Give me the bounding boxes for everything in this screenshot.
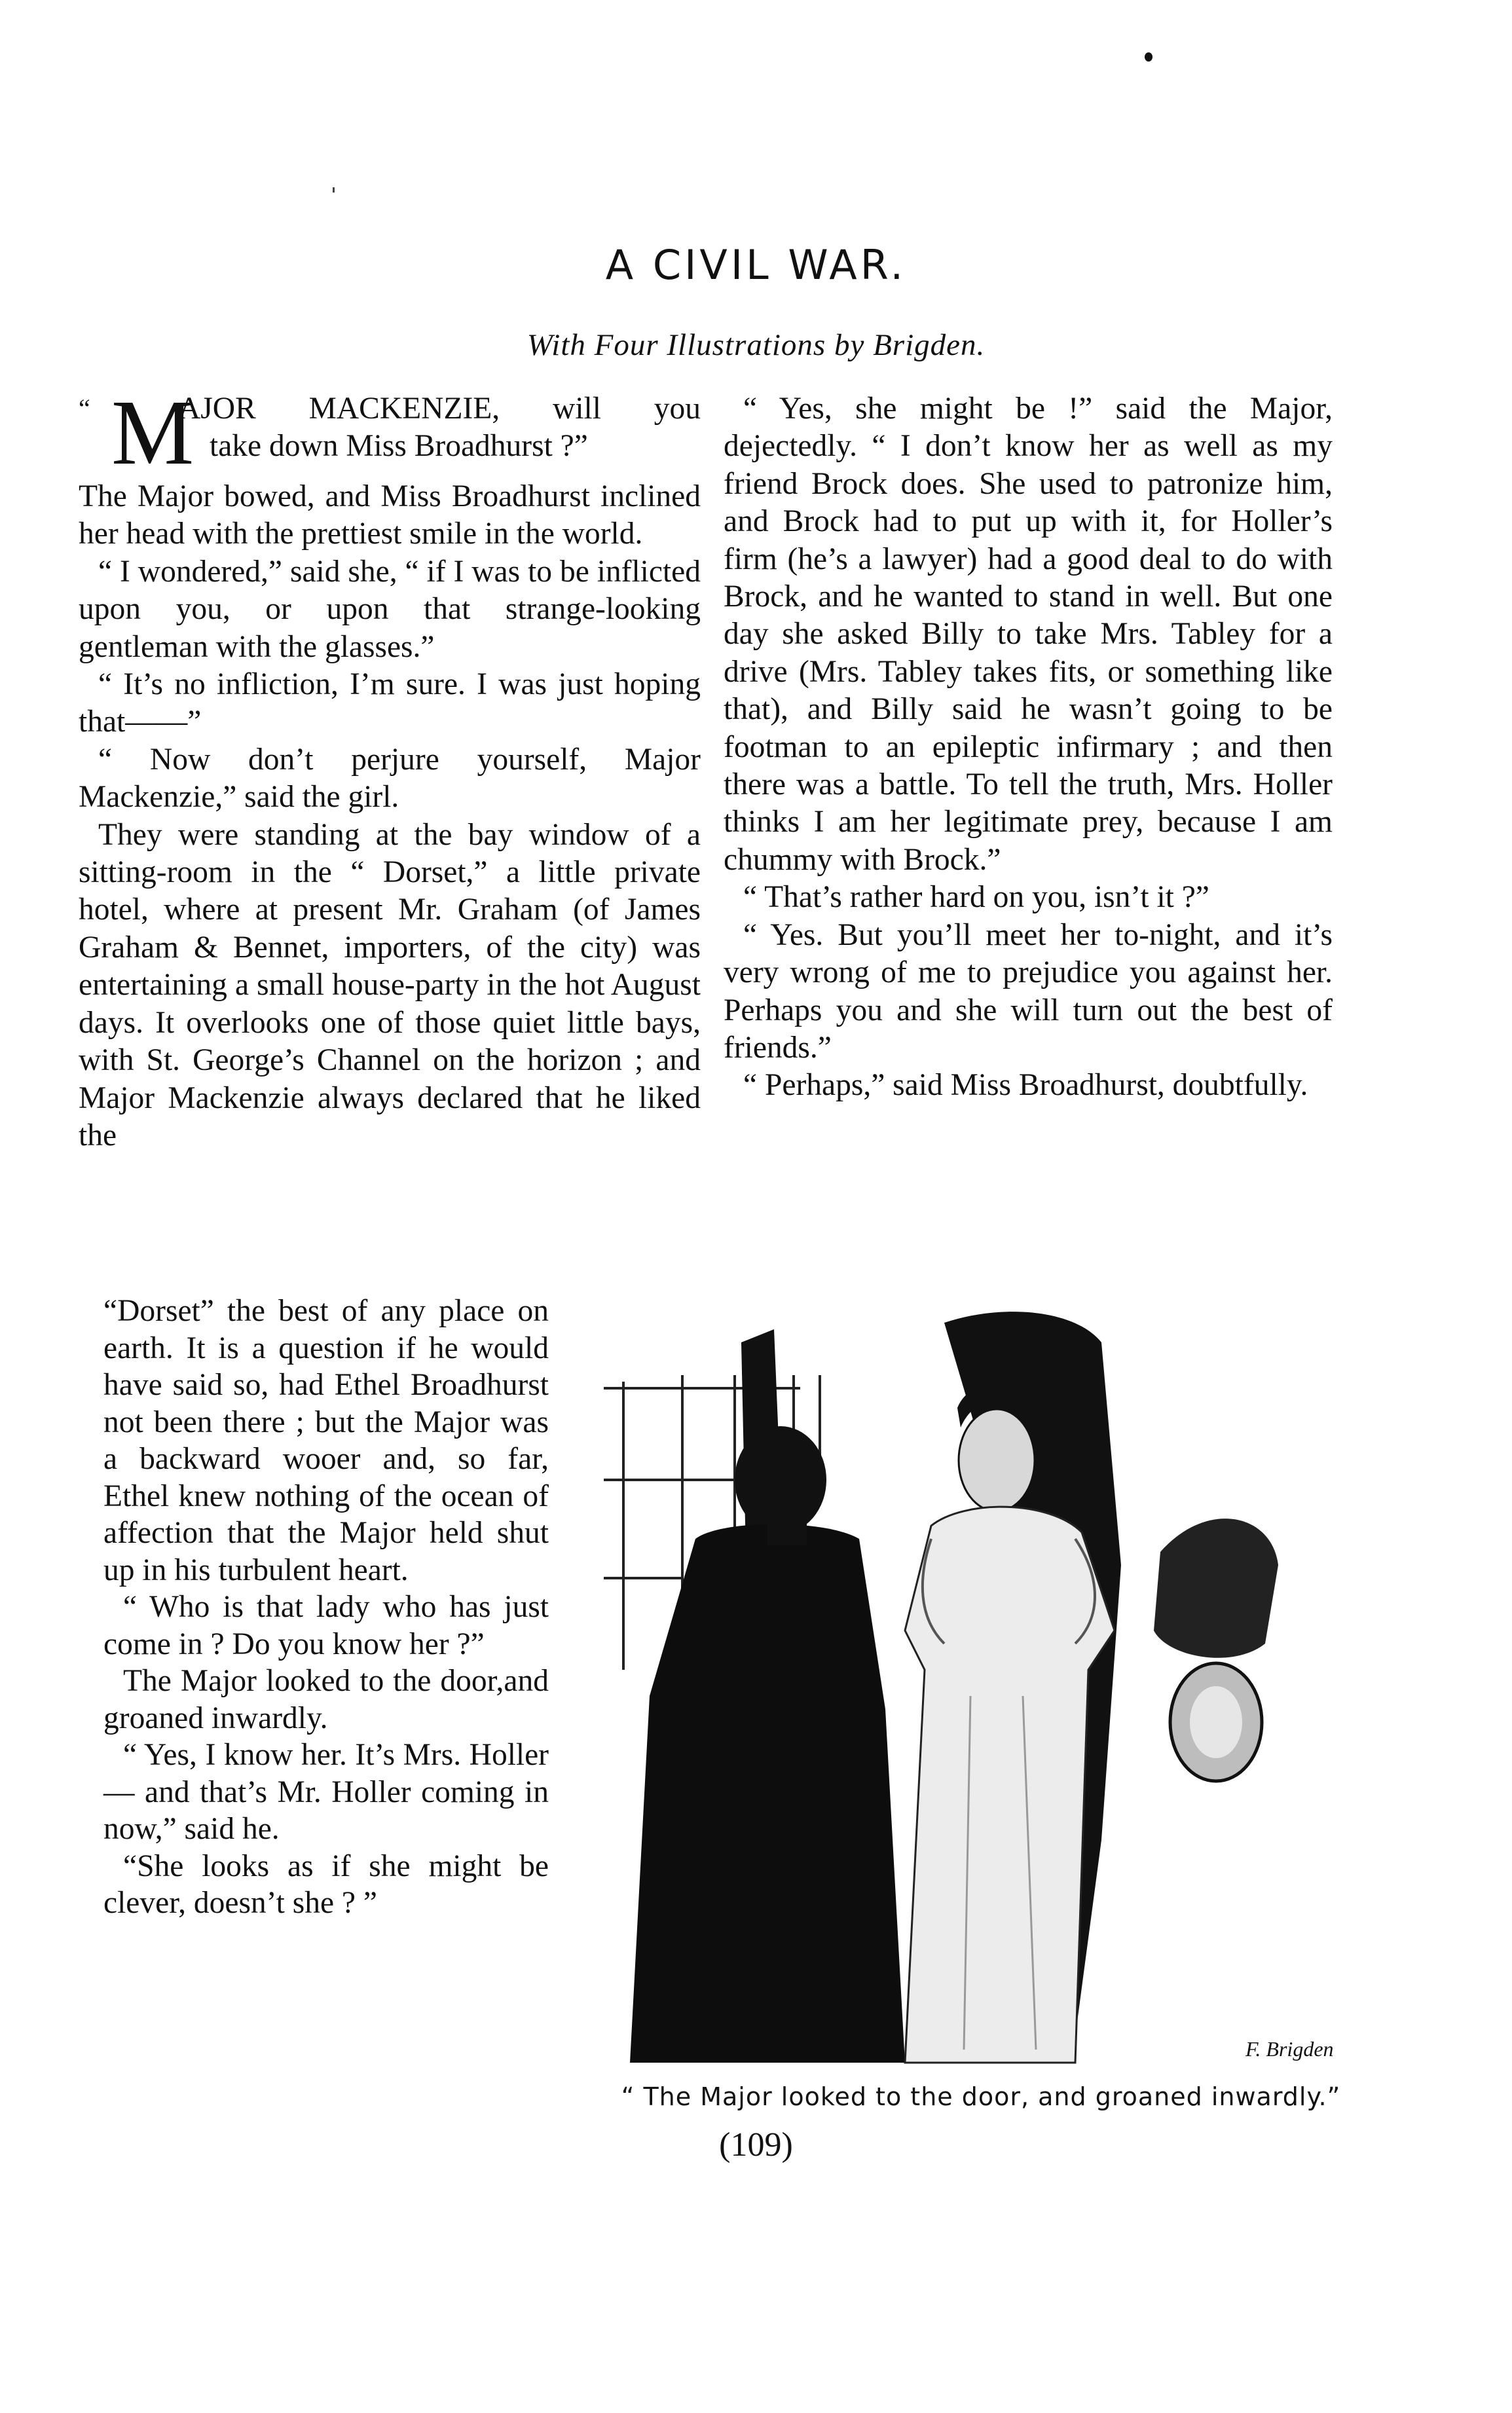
- ink-speck: [333, 187, 335, 193]
- article-title: A CIVIL WAR.: [605, 241, 907, 289]
- paragraph: “Dorset” the best of any place on earth. It is a question if he would have said so, had Ethel Broadhurst not been there ; but the Major was a backward wooer and, so far, Ethel knew nothing of the ocean of affection that the Major held shut up in his turbulent heart.: [103, 1294, 549, 1587]
- illustration: [578, 1303, 1370, 2076]
- illustration-caption: “ The Major looked to the door, and groaned inwardly.”: [621, 2082, 1341, 2111]
- lead-lines: [178, 390, 701, 466]
- paragraph: “ Who is that lady who has just come in ? Do you know her ?”: [103, 1590, 549, 1661]
- narrow-column: [103, 1293, 549, 1922]
- paragraph: The Major bowed, and Miss Broadhurst inclined her head with the prettiest smile in the world.: [79, 479, 701, 551]
- article-subtitle: With Four Illustrations by Brigden.: [526, 328, 986, 362]
- paragraph: “ Perhaps,” said Miss Broadhurst, doubtfully.: [743, 1068, 1308, 1103]
- artist-signature: F. Brigden: [1245, 2037, 1334, 2061]
- page-number: (109): [719, 2126, 793, 2164]
- lead-line-1: AJOR MACKENZIE, will you: [178, 392, 701, 426]
- drop-cap: M: [111, 380, 194, 484]
- paragraph: “ It’s no infliction, I’m sure. I was just hoping that——”: [79, 667, 701, 739]
- paragraph: “ Yes, she might be !” said the Major, dejectedly. “ I don’t know her as well as my friend Brock does. She used to patronize him, and Brock had to put up with it, for Holler’s firm (he’s a lawyer) had a good deal to do with Brock, and he wanted to stand in well. But one day she asked Billy to take Mrs. Tabley for a drive (Mrs. Tabley takes fits, or something like that), and Billy said he wasn’t going to be footman to an epileptic infirmary ; and then there was a battle. To tell the truth, Mrs. Holler thinks I am her legitimate prey, because I am chummy with Brock.”: [724, 392, 1333, 877]
- paragraph: “She looks as if she might be clever, doesn’t she ? ”: [103, 1849, 549, 1920]
- paragraph: “ I wondered,” said she, “ if I was to be inflicted upon you, or upon that strange-looking gentleman with the glasses.”: [79, 554, 701, 664]
- paragraph: They were standing at the bay window of a sitting-room in the “ Dorset,” a little private hotel, where at present Mr. Graham (of James Graham & Bennet, importers, of the city) was entertaining a small house-party in the hot August days. It overlooks one of those quiet little bays, with St. George’s Channel on the horizon ; and Major Mackenzie always declared that he liked the: [79, 817, 701, 1152]
- left-column: [79, 478, 701, 1154]
- ink-speck: [1145, 52, 1152, 62]
- paragraph: “ Yes, I know her. It’s Mrs. Holler — and that’s Mr. Holler coming in now,” said he.: [103, 1738, 549, 1846]
- right-column: [724, 390, 1333, 1105]
- paragraph: “ Yes. But you’ll meet her to-night, and it’s very wrong of me to prejudice you against her. Perhaps you and she will turn out the best of friends.”: [724, 917, 1333, 1065]
- paragraph: “ That’s rather hard on you, isn’t it ?”: [743, 880, 1209, 915]
- paragraph: The Major looked to the door,and groaned inwardly.: [103, 1664, 549, 1735]
- opening-quote: “: [79, 394, 90, 423]
- man-figure: [630, 1426, 905, 2063]
- lead-line-2: take down Miss Broadhurst ?”: [210, 429, 588, 464]
- vase: [1154, 1519, 1278, 1781]
- paragraph: “ Now don’t perjure yourself, Major Mackenzie,” said the girl.: [79, 742, 701, 815]
